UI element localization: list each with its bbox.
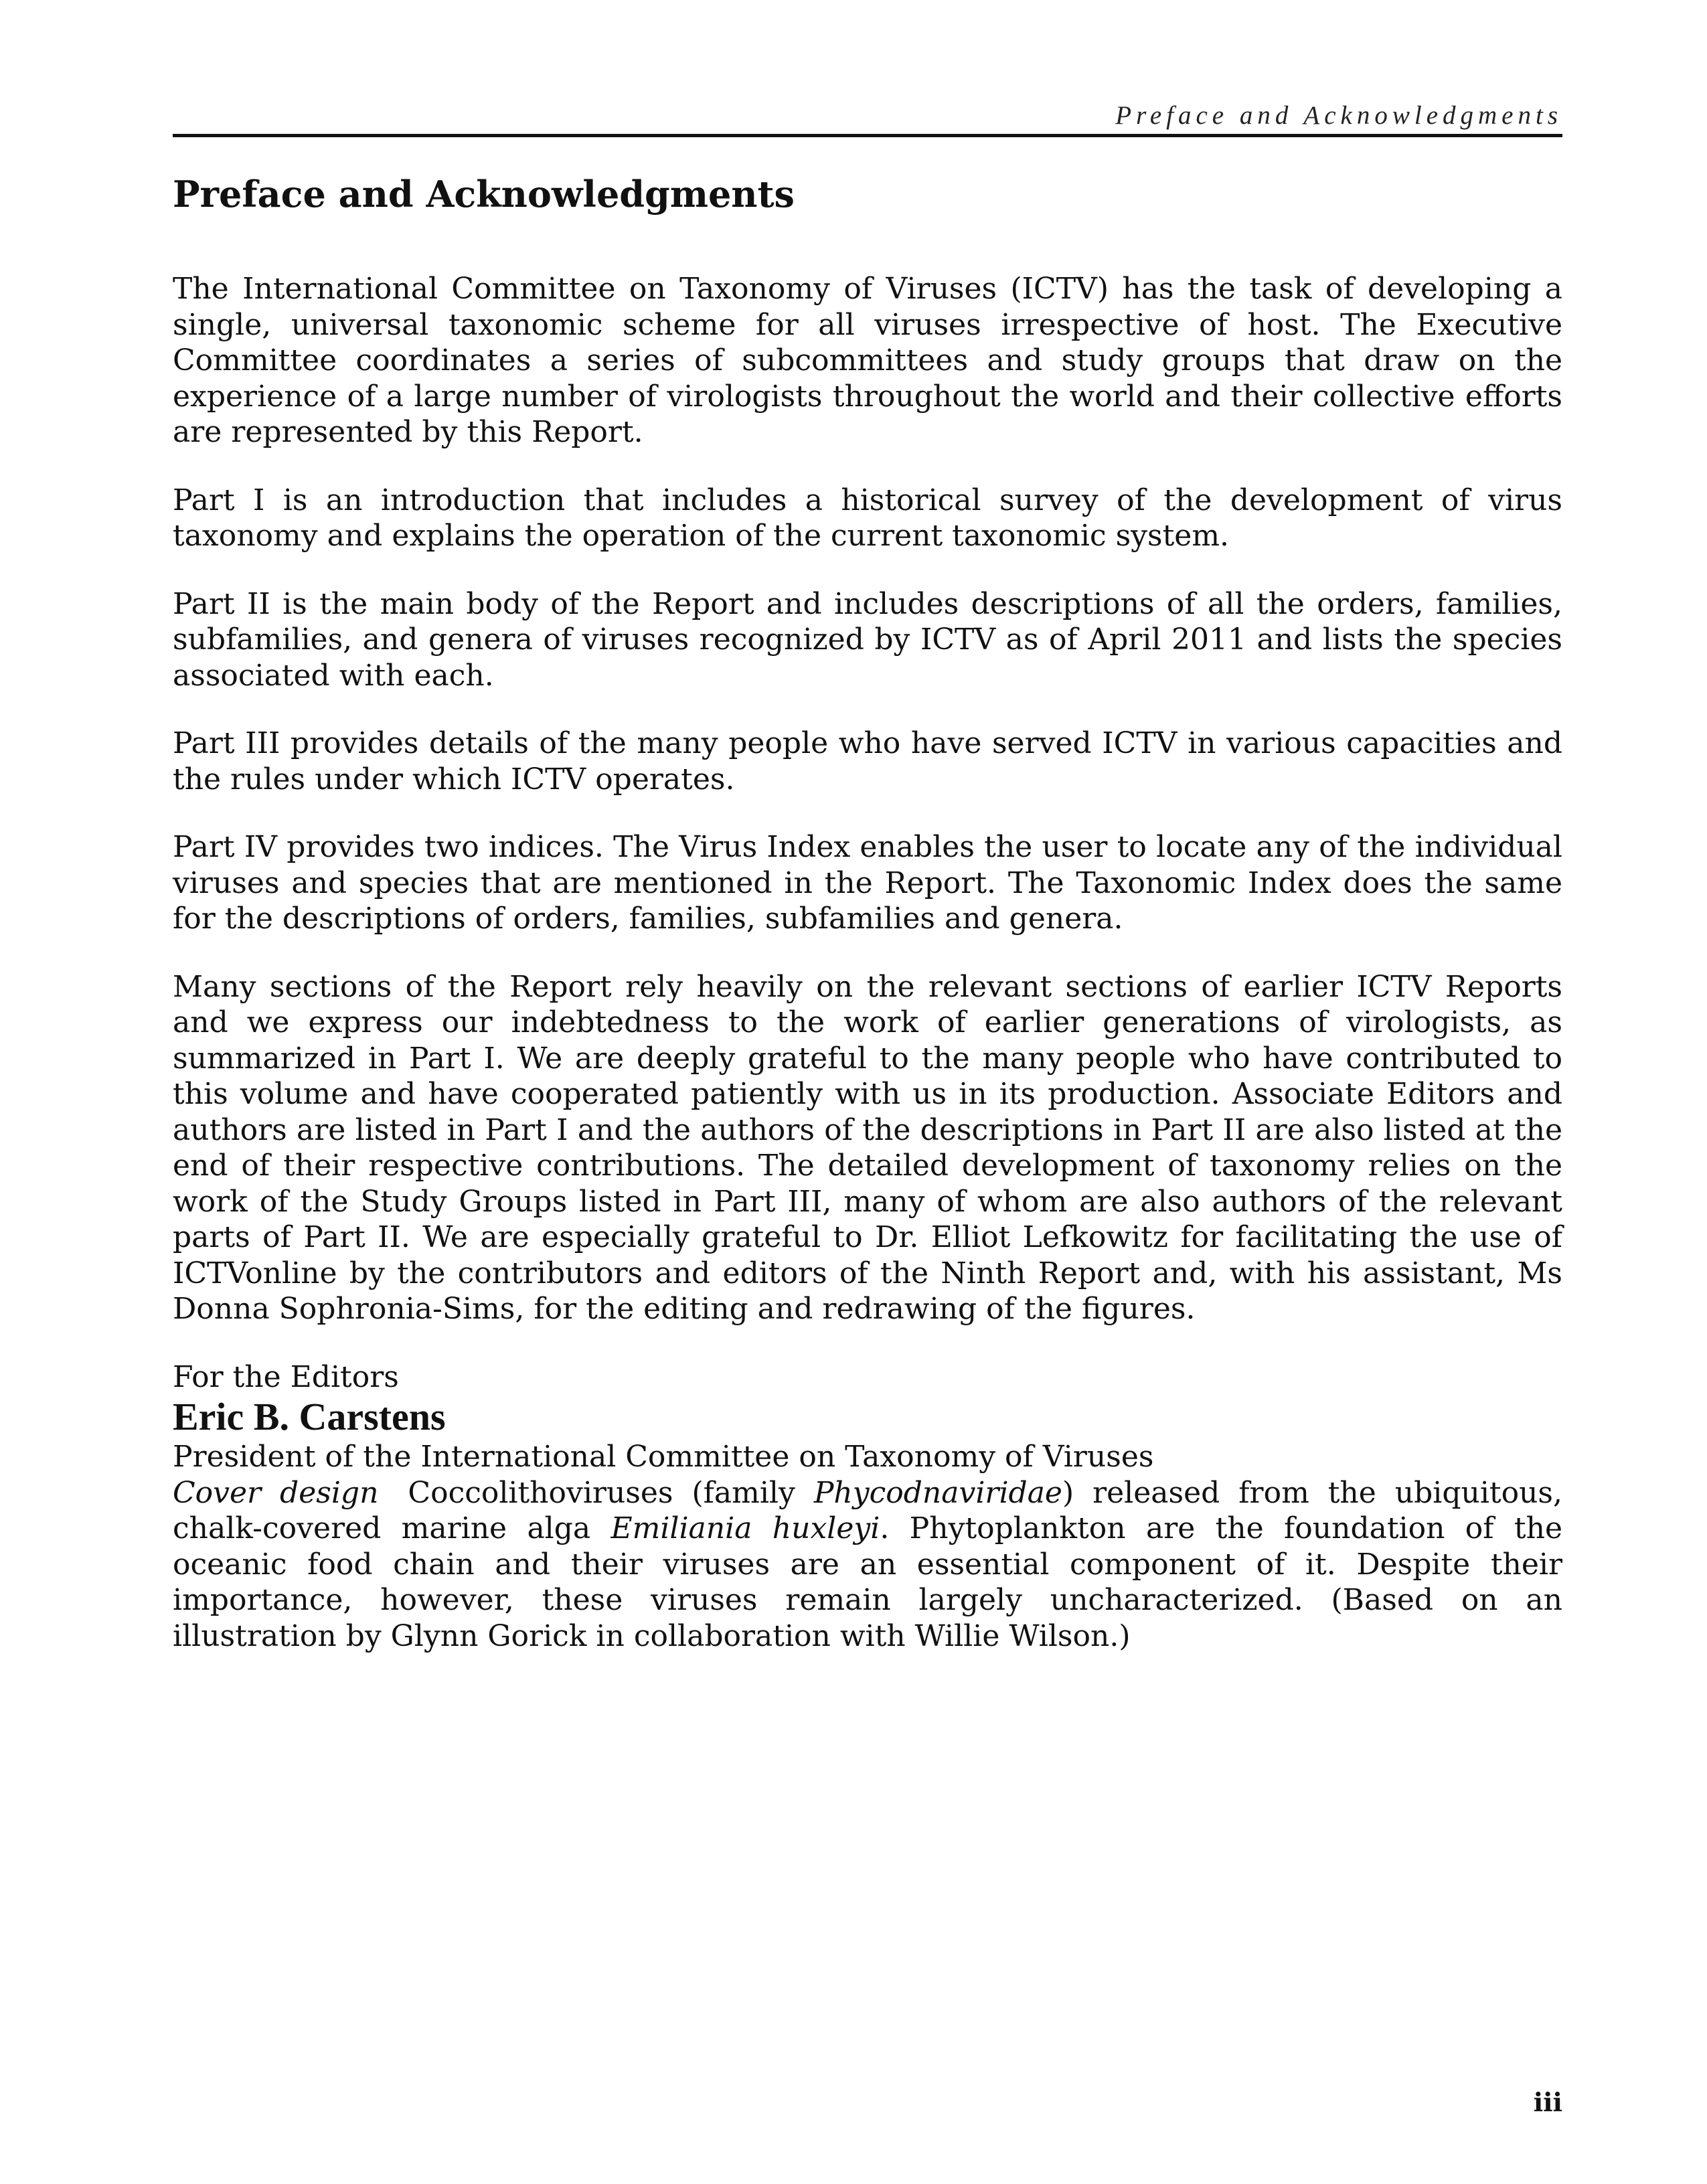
signoff [173,1359,1562,1475]
signoff-name: Eric B. Carstens [173,1395,446,1438]
paragraph-intro: The International Committee on Taxonomy of Viruses (ICTV) has the task of developing a single, universal taxonomic scheme for all viruses irrespective of host. The Executive Committee coordinates a series of subcommittees and study groups that draw on the experience of a large number of virologists throughout the world and their collective efforts are represented by this Report. [173,272,1562,449]
cover-text-3: . Phytoplankton are the foundation of the oceanic food chain and their viruses are an essential component of it. Despite their importance, however, these viruses remain largely uncharacterized. (Based on an illustration by Glynn Gorick in collaboration with Willie Wilson.) [173,1511,1562,1653]
paragraph-acknowledgments: Many sections of the Report rely heavily on the relevant sections of earlier ICTV Reports and we express our indebtedness to the work of earlier generations of virologists, as summarized in Part I. We are deeply grateful to the many people who have contributed to this volume and have cooperated patiently with us in its production. Associate Editors and authors are listed in Part I and the authors of the descriptions in Part II are also listed at the end of their respective contributions. The detailed development of taxonomy relies on the work of the Study Groups listed in Part III, many of whom are also authors of the relevant parts of Part II. We are especially grateful to Dr. Elliot Lefkowitz for facilitating the use of ICTVonline by the contributors and editors of the Ninth Report and, with his assistant, Ms Donna Sophronia-Sims, for the editing and redrawing of the figures. [173,969,1562,1326]
header-rule [173,134,1562,137]
page-title: Preface and Acknowledgments [173,173,795,216]
body-text [173,271,1562,1686]
running-head: Preface and Acknowledgments [1115,101,1562,130]
cover-text-2: ) released from the ubiquitous, chalk-covered marine alga [173,1475,1562,1545]
paragraph-part-ii: Part II is the main body of the Report and includes descriptions of all the orders, families, subfamilies, and genera of viruses recognized by ICTV as of April 2011 and lists the species associated with each. [173,586,1562,693]
paragraph-part-iii: Part III provides details of the many people who have served ICTV in various capacities and the rules under which ICTV operates. [173,726,1562,796]
signoff-role: President of the International Committee on Taxonomy of Viruses [173,1440,1154,1474]
cover-text-1: Coccolithoviruses (family [408,1475,814,1510]
signoff-for-line: For the Editors [173,1359,399,1394]
cover-family-name: Phycodnaviridae [813,1475,1062,1510]
page-number: iii [1533,2087,1562,2117]
cover-design-label: Cover design [173,1475,379,1510]
cover-design-note [173,1475,1562,1655]
paragraph-part-iv: Part IV provides two indices. The Virus Index enables the user to locate any of the individual viruses and species that are mentioned in the Report. The Taxonomic Index does the same for the descriptions of orders, families, subfamilies and genera. [173,830,1562,936]
paragraph-part-i: Part I is an introduction that includes a historical survey of the development of virus taxonomy and explains the operation of the current taxonomic system. [173,483,1562,553]
cover-species-name: Emiliania huxleyi [611,1511,880,1545]
